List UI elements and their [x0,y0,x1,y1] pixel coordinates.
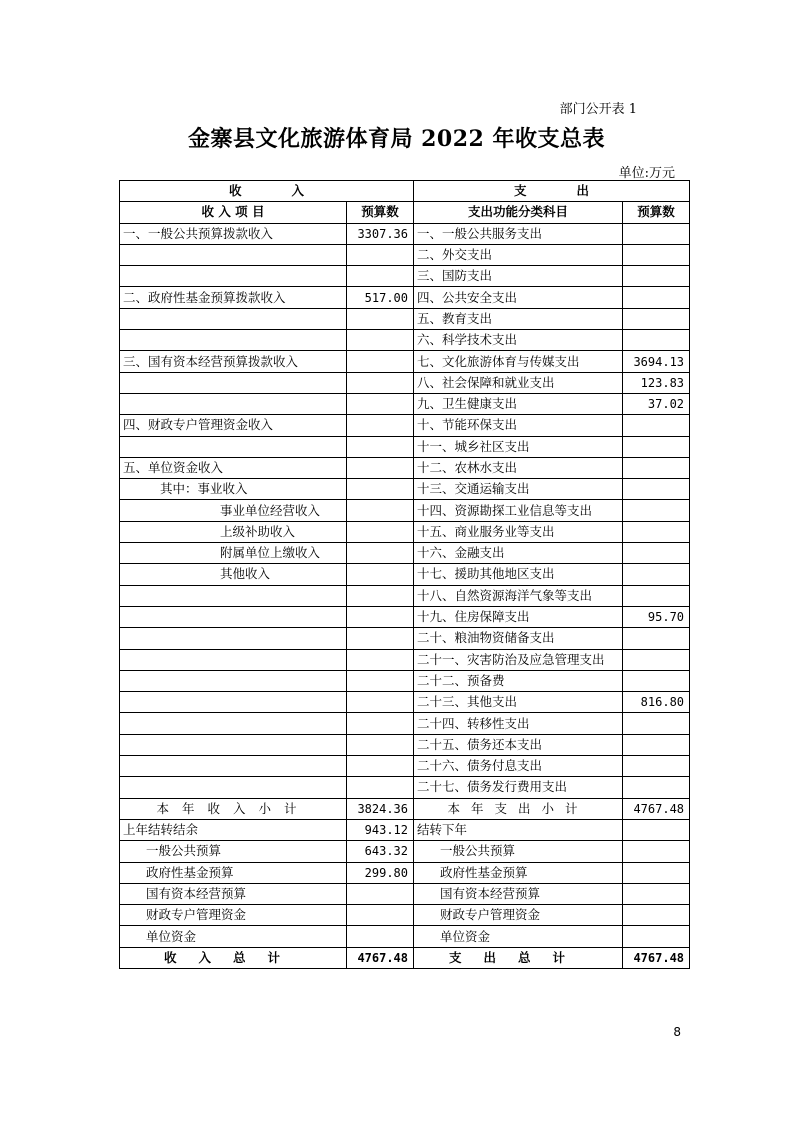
income-item-cell: 一、一般公共预算拨款收入 [120,223,347,244]
income-amount-cell [347,521,414,542]
income-item-cell: 一般公共预算 [120,841,347,862]
table-row [120,500,690,521]
expense-amount-cell [623,266,690,287]
table-row [120,883,690,904]
income-total-label [120,947,347,968]
expense-amount-cell [623,926,690,947]
income-item-cell [120,692,347,713]
income-item-cell [120,330,347,351]
income-amount-cell: 643.32 [347,841,414,862]
expense-item-cell: 二、外交支出 [414,244,623,265]
expense-item-cell: 一般公共预算 [414,841,623,862]
expense-amount-cell [623,521,690,542]
table-row [120,777,690,798]
income-amount-cell: 299.80 [347,862,414,883]
income-item-cell: 政府性基金预算 [120,862,347,883]
income-amount-cell [347,244,414,265]
income-item-cell [120,649,347,670]
expense-item-cell: 三、国防支出 [414,266,623,287]
income-amount-cell [347,883,414,904]
expense-item-cell: 五、教育支出 [414,308,623,329]
expense-amount-cell [623,244,690,265]
expense-amount-cell [623,628,690,649]
expense-amount-cell [623,841,690,862]
expense-subtotal-text: 本年支出小计 [447,800,589,816]
income-amount-cell [347,606,414,627]
expense-amount-cell [623,649,690,670]
expense-item-cell: 六、科学技术支出 [414,330,623,351]
income-amount-cell [347,351,414,372]
income-amount-cell [347,308,414,329]
expense-subtotal-label [414,798,623,819]
table-row [120,521,690,542]
income-subtotal-amount: 3824.36 [347,798,414,819]
subtotal-row [120,798,690,819]
expense-item-cell: 二十五、债务还本支出 [414,734,623,755]
expense-item-cell: 二十六、债务付息支出 [414,756,623,777]
table-row [120,457,690,478]
income-amount-cell: 3307.36 [347,223,414,244]
table-body [120,223,690,798]
expense-item-cell: 十二、农林水支出 [414,457,623,478]
income-item-cell [120,713,347,734]
income-item-cell [120,585,347,606]
table-row [120,308,690,329]
table-row [120,862,690,883]
expense-item-cell: 十八、自然资源海洋气象等支出 [414,585,623,606]
expense-amount-cell [623,330,690,351]
income-item-cell: 事业单位经营收入 [120,500,347,521]
income-amount-cell [347,692,414,713]
expense-amount-cell [623,479,690,500]
expense-item-cell: 十五、商业服务业等支出 [414,521,623,542]
table-row [120,351,690,372]
income-amount-cell [347,500,414,521]
expense-total-label [414,947,623,968]
expense-amount-cell [623,585,690,606]
expense-item-cell: 二十四、转移性支出 [414,713,623,734]
income-item-cell [120,244,347,265]
income-amount-cell [347,756,414,777]
income-item-cell: 二、政府性基金预算拨款收入 [120,287,347,308]
table-row [120,479,690,500]
expense-amount-cell [623,564,690,585]
income-item-cell: 四、财政专户管理资金收入 [120,415,347,436]
form-number: 部门公开表 1 [559,102,637,117]
income-total-text: 收入总计 [163,949,302,965]
page-number: 8 [673,1025,681,1039]
income-amount-cell [347,479,414,500]
expense-amount-cell [623,777,690,798]
expense-total-text: 支出总计 [449,949,588,965]
income-amount-cell [347,564,414,585]
table-row [120,841,690,862]
income-amount-cell [347,649,414,670]
table-row [120,628,690,649]
group-header-row [120,181,690,202]
table-row [120,244,690,265]
income-amount-cell [347,905,414,926]
column-header-row [120,202,690,223]
income-item-header: 收 入 项 目 [120,202,347,223]
table-row [120,926,690,947]
unit-label: 单位:万元 [618,166,675,181]
expense-amount-cell: 3694.13 [623,351,690,372]
income-amount-cell [347,926,414,947]
expense-item-cell: 十三、交通运输支出 [414,479,623,500]
table-row [120,436,690,457]
expense-item-cell: 十七、援助其他地区支出 [414,564,623,585]
expense-amount-cell [623,905,690,926]
income-group-header: 收 入 [120,181,414,202]
income-item-cell: 其中：事业收入 [120,479,347,500]
income-item-cell [120,393,347,414]
income-item-cell: 三、国有资本经营预算拨款收入 [120,351,347,372]
expense-item-cell: 二十三、其他支出 [414,692,623,713]
income-amount-cell [347,457,414,478]
income-item-cell [120,777,347,798]
income-item-cell [120,266,347,287]
expense-group-header: 支 出 [414,181,690,202]
income-item-cell: 五、单位资金收入 [120,457,347,478]
table-row [120,670,690,691]
expense-amount-cell [623,756,690,777]
table-row [120,543,690,564]
income-subtotal-text: 本年收入小计 [156,800,310,816]
expense-item-cell: 十、节能环保支出 [414,415,623,436]
income-amount-cell [347,415,414,436]
income-amount-cell [347,585,414,606]
expense-amount-cell [623,308,690,329]
income-item-cell [120,606,347,627]
table-row [120,223,690,244]
income-amount-cell [347,670,414,691]
income-amount-cell: 517.00 [347,287,414,308]
table-row [120,734,690,755]
income-amount-cell [347,734,414,755]
table-row [120,713,690,734]
income-item-cell [120,734,347,755]
income-amount-cell [347,628,414,649]
expense-amount-cell: 37.02 [623,393,690,414]
expense-item-cell: 二十二、预备费 [414,670,623,691]
expense-item-cell: 财政专户管理资金 [414,905,623,926]
expense-item-cell: 一、一般公共服务支出 [414,223,623,244]
page-title: 金寨县文化旅游体育局 2022 年收支总表 [187,126,606,152]
expense-item-cell: 二十、粮油物资储备支出 [414,628,623,649]
income-amount-header: 预算数 [347,202,414,223]
table-row [120,564,690,585]
income-item-cell: 财政专户管理资金 [120,905,347,926]
budget-summary-table [119,180,690,969]
table-row [120,415,690,436]
expense-item-cell: 十六、金融支出 [414,543,623,564]
income-item-cell: 单位资金 [120,926,347,947]
income-amount-cell [347,543,414,564]
expense-item-cell: 二十七、债务发行费用支出 [414,777,623,798]
income-item-cell: 其他收入 [120,564,347,585]
carry-over-body [120,819,690,947]
expense-total-amount: 4767.48 [623,947,690,968]
table-row [120,905,690,926]
income-amount-cell: 943.12 [347,819,414,840]
income-amount-cell [347,713,414,734]
expense-amount-cell [623,734,690,755]
income-item-cell: 上年结转结余 [120,819,347,840]
table-row [120,756,690,777]
expense-item-cell: 九、卫生健康支出 [414,393,623,414]
table-row [120,330,690,351]
income-item-cell: 上级补助收入 [120,521,347,542]
income-amount-cell [347,330,414,351]
expense-amount-cell [623,287,690,308]
expense-item-header: 支出功能分类科目 [414,202,623,223]
expense-item-cell: 国有资本经营预算 [414,883,623,904]
expense-amount-cell [623,713,690,734]
expense-item-cell: 二十一、灾害防治及应急管理支出 [414,649,623,670]
income-item-cell: 附属单位上缴收入 [120,543,347,564]
income-amount-cell [347,777,414,798]
expense-amount-cell: 816.80 [623,692,690,713]
expense-item-cell: 十九、住房保障支出 [414,606,623,627]
expense-amount-cell [623,457,690,478]
expense-item-cell: 十一、城乡社区支出 [414,436,623,457]
table-row [120,692,690,713]
table-row [120,585,690,606]
expense-item-cell: 单位资金 [414,926,623,947]
expense-item-cell: 政府性基金预算 [414,862,623,883]
total-row [120,947,690,968]
table-row [120,649,690,670]
expense-amount-cell [623,670,690,691]
expense-item-cell: 结转下年 [414,819,623,840]
income-amount-cell [347,436,414,457]
expense-amount-cell [623,883,690,904]
income-amount-cell [347,266,414,287]
expense-amount-cell [623,862,690,883]
income-subtotal-label [120,798,347,819]
expense-amount-cell: 95.70 [623,606,690,627]
income-amount-cell [347,393,414,414]
income-item-cell [120,756,347,777]
income-item-cell [120,372,347,393]
expense-amount-cell [623,436,690,457]
expense-subtotal-amount: 4767.48 [623,798,690,819]
income-item-cell [120,436,347,457]
expense-amount-cell [623,223,690,244]
income-item-cell [120,308,347,329]
expense-item-cell: 八、社会保障和就业支出 [414,372,623,393]
expense-amount-cell [623,500,690,521]
income-item-cell [120,628,347,649]
income-item-cell: 国有资本经营预算 [120,883,347,904]
expense-item-cell: 七、文化旅游体育与传媒支出 [414,351,623,372]
table-row [120,393,690,414]
income-total-amount: 4767.48 [347,947,414,968]
expense-amount-header: 预算数 [623,202,690,223]
table-row [120,819,690,840]
income-amount-cell [347,372,414,393]
table-row [120,606,690,627]
table-row [120,287,690,308]
table-row [120,372,690,393]
expense-amount-cell [623,819,690,840]
expense-item-cell: 十四、资源勘探工业信息等支出 [414,500,623,521]
expense-amount-cell: 123.83 [623,372,690,393]
table-row [120,266,690,287]
income-item-cell [120,670,347,691]
expense-item-cell: 四、公共安全支出 [414,287,623,308]
expense-amount-cell [623,415,690,436]
expense-amount-cell [623,543,690,564]
